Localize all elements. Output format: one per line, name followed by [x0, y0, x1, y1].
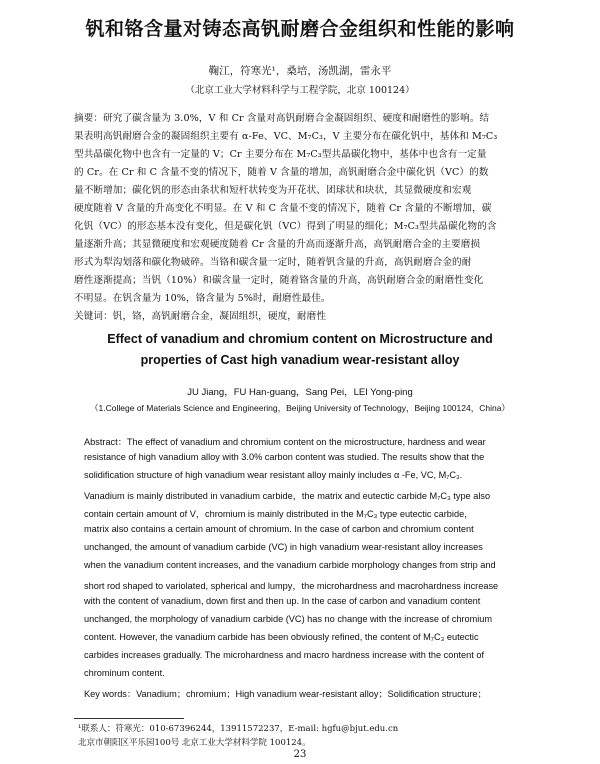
footnote-divider	[74, 718, 184, 719]
english-abstract-line: short rod shaped to variolated, spherical and lumpy，the microhardness and macrohardness increase	[84, 581, 499, 591]
chinese-authors: 鞠江，符寒光¹，桑培，汤凯湖，雷永平	[208, 65, 392, 77]
chinese-abstract-line: 磨性逐渐提高；当钒（10%）和碳含量一定时，随着铬含量的升高，高钒耐磨合金的耐磨性变化	[74, 275, 484, 286]
chinese-abstract-line: 果表明高钒耐磨合金的凝固组织主要有 α-Fe、VC、M₇C₃，V 主要分布在碳化钒中，基体和 M₇C₃	[74, 131, 498, 142]
chinese-abstract-line: 量逐渐升高；其显微硬度和宏观硬度随着 Cr 含量的升高而逐渐升高，高钒耐磨合金的主要磨损	[74, 239, 481, 250]
english-abstract-line: solidification structure of high vanadium wear resistant alloy mainly includes α -Fe, VC, M₇C₃.	[84, 470, 463, 480]
english-abstract-line: when the vanadium content increases, and the vanadium carbide morphology changes from strip and	[84, 560, 496, 570]
chinese-title: 钒和铬含量对铸态高钒耐磨合金组织和性能的影响	[85, 18, 515, 40]
chinese-abstract-line: 化钒（VC）的形态基本没有变化，但是碳化钒（VC）得到了明显的细化；M₇C₃型共晶碳化物的含	[74, 221, 497, 232]
english-abstract-line: Vanadium is mainly distributed in vanadium carbide，the matrix and eutectic carbide M₇C₃ type also	[84, 491, 491, 501]
english-abstract-line: unchanged, the morphology of vanadium carbide (VC) has no change with the increase of chromium	[84, 614, 493, 624]
page-number: 23	[293, 749, 307, 760]
chinese-keywords: 关键词：钒，铬，高钒耐磨合金，凝固组织，硬度，耐磨性	[74, 311, 327, 322]
chinese-abstract-line: 不明显。在钒含量为 10%，铬含量为 5%时，耐磨性最佳。	[74, 293, 331, 304]
english-keywords: Key words：Vanadium；chromium；High vanadium wear-resistant alloy；Solidification structure；	[84, 689, 487, 699]
english-abstract-line: contain certain amount of V，chromium is mainly distributed in the M₇C₃ type eutectic carbide，	[84, 509, 474, 519]
english-authors: JU Jiang，FU Han-guang，Sang Pei，LEI Yong-ping	[187, 387, 413, 398]
chinese-abstract-line: 形式为犁沟划落和碳化物破碎。当铬和碳含量一定时，随着钒含量的升高，高钒耐磨合金的耐	[74, 257, 472, 268]
english-abstract-line: matrix also contains a certain amount of chromium. In the case of carbon and chromium content	[84, 524, 474, 534]
english-abstract-line: resistance of high vanadium alloy with 3.0% carbon content was studied. The results show that the	[84, 452, 485, 462]
english-abstract-line: with the content of vanadium, down first and then up. In the case of carbon and vanadium content	[84, 596, 481, 606]
english-title-line-2: properties of Cast high vanadium wear-resistant alloy	[140, 353, 460, 367]
footnote-contact: ¹联系人：符寒光：010-67396244，13911572237，E-mail: hgfu@bjut.edu.cn	[78, 724, 399, 734]
chinese-abstract-line: 量不断增加；碳化钒的形态由条状和短杆状转变为开花状、团球状和块状，其显微硬度和宏观	[74, 185, 472, 196]
chinese-abstract-line: 型共晶碳化物中也含有一定量的 V；Cr 主要分布在 M₇C₃型共晶碳化物中，基体中也含有一定量	[74, 149, 487, 160]
chinese-affiliation: （北京工业大学材料科学与工程学院，北京 100124）	[185, 85, 415, 96]
chinese-abstract-line: 硬度随着 V 含量的升高变化不明显。在 V 和 C 含量不变的情况下，随着 Cr 含量的不断增加，碳	[74, 203, 492, 214]
chinese-abstract-line: 的 Cr。在 Cr 和 C 含量不变的情况下，随着 V 含量的增加，高钒耐磨合金中碳化钒（VC）的数	[74, 167, 489, 178]
english-abstract-line: chrominum content.	[84, 668, 165, 678]
english-abstract-line: carbides increases gradually. The microhardness and macro hardness increase with the content of	[84, 650, 485, 660]
english-abstract-line: Abstract：The effect of vanadium and chromium content on the microstructure, hardness and wear	[84, 437, 486, 447]
footnote-address: 北京市朝阳区平乐园100号 北京工业大学材料学院 100124。	[78, 738, 311, 748]
english-abstract-line: unchanged, the amount of vanadium carbide (VC) in high vanadium wear-resistant alloy increases	[84, 542, 483, 552]
english-affiliation: （1.College of Materials Science and Engineering，Beijing University of Technology，Beijing 100124，China）	[90, 403, 510, 413]
english-title-line-1: Effect of vanadium and chromium content on Microstructure and	[107, 332, 493, 346]
english-abstract-line: content. However, the vanadium carbide has been obviously refined, the content of M₇C₃ eutectic	[84, 632, 479, 642]
chinese-abstract-line: 摘要：研究了碳含量为 3.0%，V 和 Cr 含量对高钒耐磨合金凝固组织、硬度和耐磨性的影响。结	[74, 113, 490, 124]
